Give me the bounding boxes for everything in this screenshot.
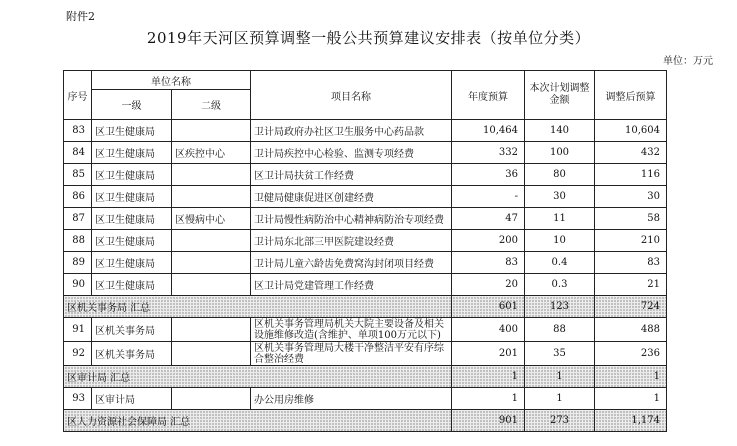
subtotal-name: 区人力资源社会保障局 汇总	[64, 410, 452, 432]
row-level2: 区慢病中心	[172, 208, 251, 230]
row-project: 卫计局政府办社区卫生服务中心药品款	[251, 120, 452, 142]
subtotal-row	[64, 296, 667, 318]
row-seq: 86	[64, 186, 92, 208]
row-seq: 90	[64, 274, 92, 296]
row-adjust: 35	[525, 342, 595, 366]
row-annual: 201	[452, 342, 525, 366]
row-project: 区卫计局扶贫工作经费	[251, 164, 452, 186]
row-annual: 901	[452, 410, 525, 432]
row-after: 210	[595, 230, 667, 252]
row-project: 办公用房维修	[251, 388, 452, 410]
table-row	[64, 230, 667, 252]
row-level1: 区机关事务局	[92, 342, 172, 366]
row-adjust: 140	[525, 120, 595, 142]
row-level2	[172, 186, 251, 208]
row-annual: 1	[452, 366, 525, 388]
attachment-label: 附件2	[66, 10, 95, 23]
row-adjust: 88	[525, 318, 595, 342]
row-adjust: 10	[525, 230, 595, 252]
header-after: 调整后预算	[595, 71, 667, 120]
row-level2	[172, 388, 251, 410]
row-project: 卫计局儿童六龄齿免费窝沟封闭项目经费	[251, 252, 452, 274]
row-level1: 区卫生健康局	[92, 208, 172, 230]
table-row	[64, 164, 667, 186]
row-after: 83	[595, 252, 667, 274]
row-adjust: 0.3	[525, 274, 595, 296]
row-after: 30	[595, 186, 667, 208]
row-level1: 区卫生健康局	[92, 164, 172, 186]
row-seq: 93	[64, 388, 92, 410]
row-after: 10,604	[595, 120, 667, 142]
row-annual: 36	[452, 164, 525, 186]
table-row	[64, 318, 667, 342]
row-level2	[172, 120, 251, 142]
row-after: 488	[595, 318, 667, 342]
table-row	[64, 274, 667, 296]
row-level2	[172, 274, 251, 296]
row-adjust: 1	[525, 388, 595, 410]
subtotal-name: 区审计局 汇总	[64, 366, 452, 388]
row-level2	[172, 164, 251, 186]
row-adjust: 1	[525, 366, 595, 388]
row-project: 卫计局慢性病防治中心精神病防治专项经费	[251, 208, 452, 230]
row-after: 1	[595, 388, 667, 410]
row-annual: 601	[452, 296, 525, 318]
header-adjust: 本次计划调整金额	[525, 71, 595, 120]
document-title: 2019年天河区预算调整一般公共预算建议安排表（按单位分类）	[146, 29, 591, 47]
header-seq: 序号	[64, 71, 92, 120]
row-seq: 83	[64, 120, 92, 142]
row-after: 432	[595, 142, 667, 164]
row-level2	[172, 318, 251, 342]
row-after: 1	[595, 366, 667, 388]
header-annual: 年度预算	[452, 71, 525, 120]
row-after: 58	[595, 208, 667, 230]
row-adjust: 273	[525, 410, 595, 432]
row-level2	[172, 342, 251, 366]
table-row	[64, 388, 667, 410]
row-annual: 47	[452, 208, 525, 230]
row-seq: 89	[64, 252, 92, 274]
row-adjust: 123	[525, 296, 595, 318]
row-project: 区机关事务管理局大楼干净整洁平安有序综合整治经费	[251, 342, 452, 366]
header-level1: 一级	[92, 90, 172, 120]
row-after: 236	[595, 342, 667, 366]
row-level2	[172, 252, 251, 274]
subtotal-row	[64, 410, 667, 432]
row-project: 卫健局健康促进区创建经费	[251, 186, 452, 208]
budget-table	[63, 70, 667, 432]
row-level2: 区疾控中心	[172, 142, 251, 164]
row-seq: 85	[64, 164, 92, 186]
row-after: 21	[595, 274, 667, 296]
subtotal-name: 区机关事务局 汇总	[64, 296, 452, 318]
row-project: 卫计局疾控中心检验、监测专项经费	[251, 142, 452, 164]
row-seq: 84	[64, 142, 92, 164]
row-level1: 区审计局	[92, 388, 172, 410]
row-after: 1,174	[595, 410, 667, 432]
row-annual: 332	[452, 142, 525, 164]
table-row	[64, 120, 667, 142]
row-adjust: 11	[525, 208, 595, 230]
table-row	[64, 186, 667, 208]
row-level1: 区卫生健康局	[92, 230, 172, 252]
table-row	[64, 342, 667, 366]
row-project: 区卫计局党建管理工作经费	[251, 274, 452, 296]
header-project: 项目名称	[251, 71, 452, 120]
header-unit-name: 单位名称	[92, 71, 251, 90]
row-level1: 区机关事务局	[92, 318, 172, 342]
row-annual: 10,464	[452, 120, 525, 142]
row-annual: 20	[452, 274, 525, 296]
row-annual: 200	[452, 230, 525, 252]
row-seq: 88	[64, 230, 92, 252]
row-project: 卫计局东北部三甲医院建设经费	[251, 230, 452, 252]
row-annual: -	[452, 186, 525, 208]
unit-label: 单位：万元	[663, 56, 713, 67]
row-level2	[172, 230, 251, 252]
row-seq: 87	[64, 208, 92, 230]
row-level1: 区卫生健康局	[92, 252, 172, 274]
table-row	[64, 142, 667, 164]
table-body	[64, 120, 667, 432]
row-adjust: 30	[525, 186, 595, 208]
row-after: 116	[595, 164, 667, 186]
row-level1: 区卫生健康局	[92, 274, 172, 296]
header-level2: 二级	[172, 90, 251, 120]
row-project: 区机关事务管理局机关大院主要设备及相关设施维修改造(含维护、单项100万元以下)	[251, 318, 452, 342]
row-adjust: 0.4	[525, 252, 595, 274]
row-level1: 区卫生健康局	[92, 186, 172, 208]
row-adjust: 80	[525, 164, 595, 186]
row-annual: 83	[452, 252, 525, 274]
row-after: 724	[595, 296, 667, 318]
subtotal-row	[64, 366, 667, 388]
table-row	[64, 208, 667, 230]
row-adjust: 100	[525, 142, 595, 164]
row-seq: 91	[64, 318, 92, 342]
row-annual: 400	[452, 318, 525, 342]
table-row	[64, 252, 667, 274]
row-seq: 92	[64, 342, 92, 366]
row-level1: 区卫生健康局	[92, 120, 172, 142]
row-annual: 1	[452, 388, 525, 410]
row-level1: 区卫生健康局	[92, 142, 172, 164]
